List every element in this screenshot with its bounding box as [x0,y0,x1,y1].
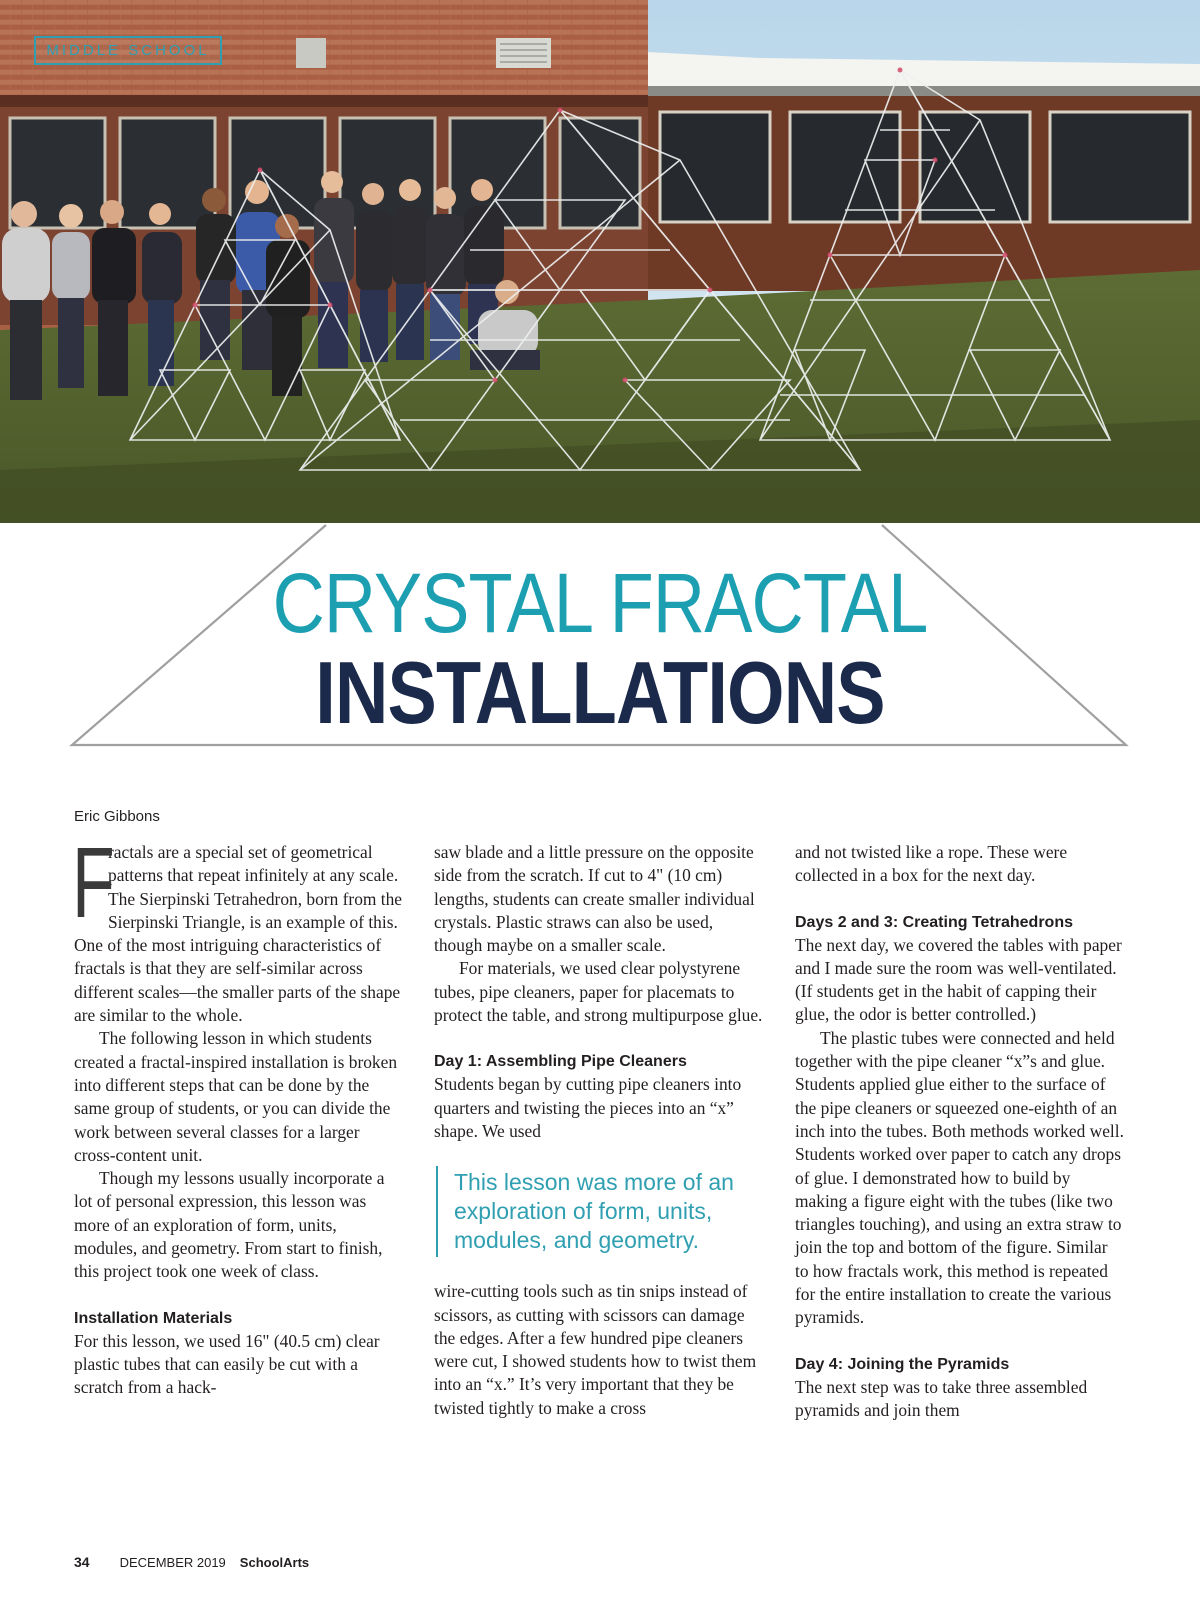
column-1 [72,827,404,1400]
paragraph: saw blade and a little pressure on the opposite side from the scratch. If cut to 4" (10 cm) lengths, students can create smaller individual crystals. Plastic straws can also be used, though maybe on a smaller scale. [434,842,755,956]
paragraph: For materials, we used clear polystyrene tubes, pipe cleaners, paper for placemats to protect the table, and strong multipurpose glue. [434,958,763,1026]
column-3 [795,841,1125,1422]
paragraph-text: ractals are a special set of geometrical patterns that repeat infinitely at any scale. The Sierpinski Tetrahedron, born from the Sierpinski Triangle, is an example of this. One of the most intriguing characteristics of fractals is that they are self-similar across different scales—the smaller parts of the shape are similar to the whole. [74,842,403,1026]
page-number: 34 [74,1554,90,1570]
section-tag: MIDDLE SCHOOL [34,36,222,65]
title-line-1: CRYSTAL FRACTAL [272,556,928,650]
paragraph: The plastic tubes were connected and held together with the pipe cleaner “x”s and glue. Students applied glue either to the surface of the pipe cleaners or squeezed one-eighth of an inch into the tubes. Both methods worked well. Students worked over paper to catch any drops of glue. I demonstrated how to build by making a figure eight with the tubes (like two triangles touching), and using an extra straw to join the top and bottom of the figure. Similar to how fractals work, this method is repeated for the entire installation to create the various pyramids. [795,1027,1124,1328]
paragraph: For this lesson, we used 16" (40.5 cm) clear plastic tubes that can easily be cut with a scratch from a hack- [74,1330,380,1398]
drop-cap: F [72,827,115,939]
paragraph: wire-cutting tools such as tin snips instead of scissors, as cutting with scissors can damage the edges. After a few hundred pipe cleaners were cut, I showed students how to twist them into an “x.” It’s very important that they be twisted tightly to make a cross [434,1281,757,1418]
byline: Eric Gibbons [74,808,160,825]
paragraph: The following lesson in which students created a fractal-inspired installation is broken into different steps that can be done by the same group of students, or you can divide the work between several classes for a larger cross-content unit. [74,1028,398,1165]
paragraph [72,827,404,1027]
paragraph: The next day, we covered the tables with paper and I made sure the room was well-ventilated. (If students get in the habit of capping their glue, the odor is better controlled.) [795,934,1122,1025]
paragraph: and not twisted like a rope. These were collected in a box for the next day. [795,842,1068,886]
page-footer [74,1554,309,1570]
subheading: Installation Materials [74,1309,233,1327]
photo-students-fractal-installation [0,0,1200,523]
issue-date: DECEMBER 2019 [119,1555,226,1570]
pull-quote: This lesson was more of an exploration of form, units, modules, and geometry. [436,1166,764,1257]
subheading: Day 1: Assembling Pipe Cleaners [434,1053,687,1071]
subheading: Day 4: Joining the Pyramids [795,1355,1010,1373]
paragraph: The next step was to take three assembled pyramids and join them [795,1376,1088,1420]
column-2 [434,841,764,1420]
paragraph: Though my lessons usually incorporate a lot of personal expression, this lesson was more of an exploration of form, units, modules, and geometry. From start to finish, this project took one week of class. [74,1168,385,1282]
magazine-name: SchoolArts [239,1555,310,1570]
paragraph: Students began by cutting pipe cleaners into quarters and twisting the pieces into an “x” shape. We used [434,1074,742,1141]
title-line-2: INSTALLATIONS [315,643,885,742]
hero-photo [0,0,1200,523]
subheading: Days 2 and 3: Creating Tetrahedrons [795,913,1073,931]
